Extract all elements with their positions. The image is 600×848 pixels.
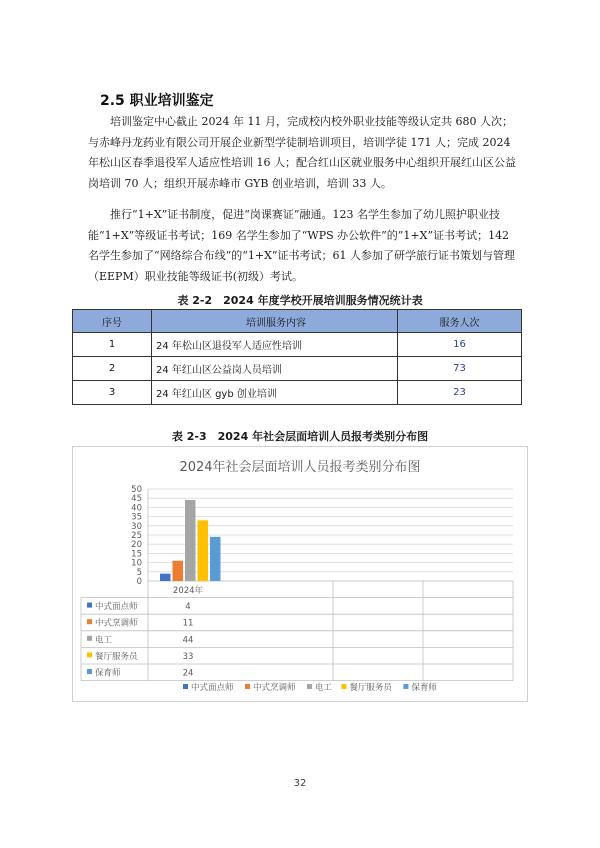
- y-tick-label: 50: [131, 485, 142, 495]
- legend-key: [403, 684, 408, 689]
- section-heading: 2.5 职业培训鉴定: [100, 93, 214, 109]
- table-series-label: 中式面点师: [95, 602, 138, 613]
- table-legend-key: [87, 669, 92, 674]
- row-no: 2: [73, 357, 152, 381]
- x-category-label: 2024年: [172, 586, 204, 596]
- legend-label: 中式烹调师: [253, 683, 296, 693]
- legend-label: 中式面点师: [191, 683, 234, 693]
- legend-key: [245, 684, 250, 689]
- legend-label: 餐厅服务员: [349, 683, 392, 693]
- row-count: 16: [398, 333, 522, 357]
- table-legend-key: [87, 636, 92, 641]
- table-value: 44: [182, 635, 194, 646]
- y-tick-label: 10: [131, 558, 142, 569]
- y-tick-label: 25: [131, 531, 142, 541]
- category-distribution-chart: [72, 446, 528, 702]
- y-tick-label: 30: [131, 521, 142, 532]
- y-tick-label: 40: [131, 503, 142, 514]
- training-service-table: [72, 309, 522, 405]
- row-count: 23: [398, 381, 522, 405]
- bar-餐厅服务员: [198, 520, 209, 581]
- chart-svg: [73, 447, 527, 701]
- row-content: 24 年松山区退役军人适应性培训: [152, 333, 398, 357]
- table-series-label: 餐厅服务员: [95, 651, 138, 662]
- bar-中式面点师: [160, 574, 171, 581]
- table-value: 11: [182, 618, 194, 629]
- legend-key: [341, 684, 346, 689]
- header-no: 序号: [73, 310, 152, 333]
- bar-电工: [185, 500, 196, 581]
- bar-中式烹调师: [173, 561, 184, 581]
- legend-key: [307, 684, 312, 689]
- table-caption: 表 2-2 2024 年度学校开展培训服务情况统计表: [177, 294, 423, 307]
- row-count: 73: [398, 357, 522, 381]
- legend-key: [183, 684, 188, 689]
- header-count: 服务人次: [398, 310, 522, 333]
- y-tick-label: 35: [131, 512, 142, 523]
- y-tick-label: 20: [131, 540, 142, 551]
- header-content: 培训服务内容: [152, 310, 398, 333]
- page-number: 32: [293, 778, 307, 789]
- table-value: 33: [182, 651, 194, 662]
- paragraph-1: 培训鉴定中心截止 2024 年 11 月，完成校内校外职业技能等级认定共 680 人次；与赤峰丹龙药业有限公司开展企业新型学徒制培训项目，培训学徒 171 人；完成 2024 年松山区春季退役军人适应性培训 16 人；配合红山区就业服务中心组织开展红山区公益岗培训 70 人；组织开展赤峰市 GYB 创业培训，培训 33 人。: [88, 115, 516, 190]
- table-series-label: 中式烹调师: [95, 618, 138, 629]
- y-tick-label: 15: [131, 549, 142, 560]
- y-tick-label: 0: [136, 577, 142, 587]
- table-value: 4: [185, 602, 191, 613]
- row-no: 3: [73, 381, 152, 405]
- y-tick-label: 5: [136, 567, 142, 578]
- legend-label: 保育师: [411, 683, 437, 693]
- table-legend-key: [87, 603, 92, 608]
- table-value: 24: [182, 668, 194, 679]
- table-row: [73, 333, 522, 357]
- chart-title: 2024年社会层面培训人员报考类别分布图: [179, 460, 421, 475]
- paragraph-2: 推行“1+X”证书制度，促进“岗课赛证”融通。123 名学生参加了幼儿照护职业技能“1+X”等级证书考试；169 名学生参加了“WPS 办公软件”的”1+X”证书考试；142 名学生参加了“网络综合布线“的“1+X”证书考试；61 人参加了研学旅行证书策划与管理（EEPM）职业技能等级证书(初级）考试。: [88, 208, 516, 283]
- table-legend-key: [87, 652, 92, 657]
- table-series-label: 电工: [95, 635, 113, 646]
- table-row: [73, 357, 522, 381]
- row-no: 1: [73, 333, 152, 357]
- table-series-label: 保育师: [95, 668, 121, 679]
- figure-caption: 表 2-3 2024 年社会层面培训人员报考类别分布图: [171, 430, 429, 443]
- row-content: 24 年红山区 gyb 创业培训: [152, 381, 398, 405]
- table-row: [73, 381, 522, 405]
- table-header-row: [73, 310, 522, 333]
- legend-label: 电工: [315, 683, 333, 693]
- row-content: 24 年红山区公益岗人员培训: [152, 357, 398, 381]
- bar-保育师: [210, 537, 221, 581]
- table-legend-key: [87, 619, 92, 624]
- y-tick-label: 45: [131, 494, 142, 505]
